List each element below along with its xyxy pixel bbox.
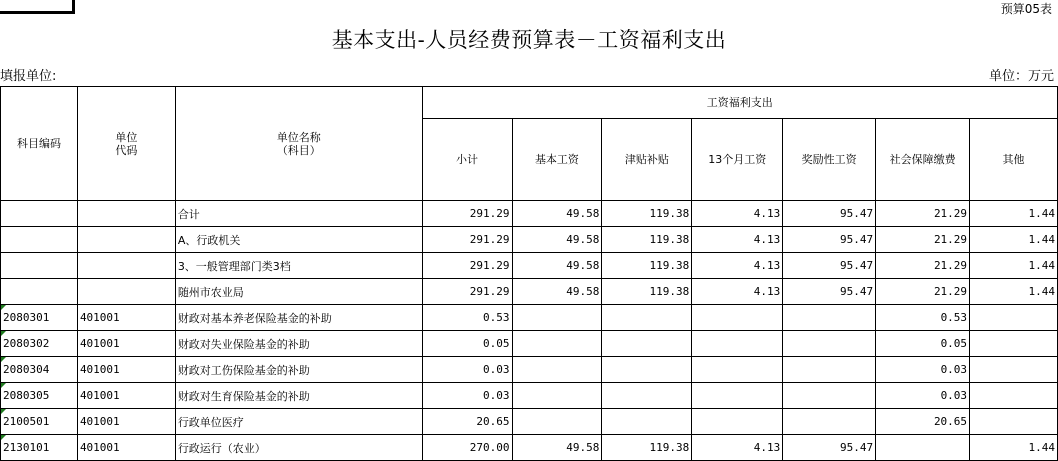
- header-social-security: 社会保障缴费: [876, 119, 970, 201]
- value-cell: [970, 383, 1058, 409]
- value-cell: 119.38: [602, 279, 692, 305]
- value-cell: [692, 331, 783, 357]
- value-cell: 20.65: [876, 409, 970, 435]
- reporting-unit-label: 填报单位:: [0, 69, 57, 84]
- value-cell: 95.47: [783, 435, 876, 461]
- value-cell: [602, 305, 692, 331]
- table-row: [1, 201, 1058, 227]
- value-cell: 49.58: [512, 253, 602, 279]
- budget-table: [0, 86, 1058, 461]
- header-subject-code: 科目编码: [1, 87, 78, 201]
- value-cell: 119.38: [602, 435, 692, 461]
- header-other: 其他: [970, 119, 1058, 201]
- value-cell: [783, 383, 876, 409]
- value-cell: [602, 409, 692, 435]
- unit-name-cell: 财政对工伤保险基金的补助: [175, 357, 422, 383]
- value-cell: [602, 383, 692, 409]
- value-cell: [692, 305, 783, 331]
- unit-label: 单位：万元: [988, 69, 1054, 84]
- table-row: [1, 331, 1058, 357]
- value-cell: [970, 409, 1058, 435]
- value-cell: 1.44: [970, 435, 1058, 461]
- value-cell: [602, 357, 692, 383]
- value-cell: 21.29: [876, 253, 970, 279]
- table-row: [1, 357, 1058, 383]
- value-cell: [692, 357, 783, 383]
- value-cell: [970, 331, 1058, 357]
- value-cell: 95.47: [783, 279, 876, 305]
- value-cell: [970, 357, 1058, 383]
- unit-code-cell: [77, 201, 175, 227]
- form-code: 预算05表: [1000, 2, 1052, 16]
- unit-name-cell: 合计: [175, 201, 422, 227]
- value-cell: 4.13: [692, 435, 783, 461]
- value-cell: 21.29: [876, 201, 970, 227]
- subject-code-cell: 2080304: [1, 357, 78, 383]
- value-cell: 1.44: [970, 227, 1058, 253]
- value-cell: 21.29: [876, 227, 970, 253]
- value-cell: 4.13: [692, 201, 783, 227]
- unit-code-cell: [77, 227, 175, 253]
- subject-code-cell: 2080305: [1, 383, 78, 409]
- value-cell: 49.58: [512, 279, 602, 305]
- value-cell: [692, 409, 783, 435]
- value-cell: 4.13: [692, 253, 783, 279]
- header-13th-month-salary: 13个月工资: [692, 119, 783, 201]
- value-cell: [783, 331, 876, 357]
- value-cell: 4.13: [692, 227, 783, 253]
- subject-code-cell: 2130101: [1, 435, 78, 461]
- page-title: 基本支出-人员经费预算表－工资福利支出: [331, 28, 727, 52]
- value-cell: 0.03: [876, 383, 970, 409]
- value-cell: 20.65: [422, 409, 512, 435]
- header-allowance: 津贴补贴: [602, 119, 692, 201]
- value-cell: 49.58: [512, 201, 602, 227]
- unit-code-cell: 401001: [77, 435, 175, 461]
- unit-name-cell: 行政单位医疗: [175, 409, 422, 435]
- value-cell: [602, 331, 692, 357]
- value-cell: 0.05: [876, 331, 970, 357]
- value-cell: 0.53: [422, 305, 512, 331]
- value-cell: [876, 435, 970, 461]
- value-cell: [692, 383, 783, 409]
- subject-code-cell: [1, 253, 78, 279]
- cell-selection-marker: [0, 0, 75, 14]
- value-cell: 1.44: [970, 201, 1058, 227]
- subject-code-cell: 2080301: [1, 305, 78, 331]
- value-cell: [512, 409, 602, 435]
- value-cell: [512, 357, 602, 383]
- subject-code-cell: [1, 279, 78, 305]
- value-cell: [783, 305, 876, 331]
- value-cell: 291.29: [422, 279, 512, 305]
- value-cell: 0.53: [876, 305, 970, 331]
- table-row: [1, 279, 1058, 305]
- table-row: [1, 227, 1058, 253]
- unit-code-cell: 401001: [77, 383, 175, 409]
- table-row: [1, 253, 1058, 279]
- value-cell: 95.47: [783, 201, 876, 227]
- value-cell: 0.03: [422, 357, 512, 383]
- unit-name-cell: 财政对生育保险基金的补助: [175, 383, 422, 409]
- unit-code-cell: 401001: [77, 409, 175, 435]
- unit-name-cell: 随州市农业局: [175, 279, 422, 305]
- unit-name-cell: 财政对失业保险基金的补助: [175, 331, 422, 357]
- value-cell: 1.44: [970, 253, 1058, 279]
- unit-code-cell: 401001: [77, 305, 175, 331]
- header-unit-code: [77, 87, 175, 201]
- table-row: [1, 305, 1058, 331]
- value-cell: 49.58: [512, 227, 602, 253]
- value-cell: 0.03: [876, 357, 970, 383]
- value-cell: 4.13: [692, 279, 783, 305]
- unit-name-cell: 行政运行（农业）: [175, 435, 422, 461]
- value-cell: 119.38: [602, 253, 692, 279]
- table-row: [1, 409, 1058, 435]
- table-body: [1, 201, 1058, 461]
- value-cell: 95.47: [783, 253, 876, 279]
- unit-name-cell: 3、一般管理部门类3档: [175, 253, 422, 279]
- value-cell: [783, 409, 876, 435]
- table-row: [1, 435, 1058, 461]
- value-cell: 291.29: [422, 227, 512, 253]
- value-cell: [512, 331, 602, 357]
- header-unit-code-text: 单位 代码: [115, 130, 138, 157]
- value-cell: [512, 383, 602, 409]
- unit-code-cell: 401001: [77, 331, 175, 357]
- subject-code-cell: 2080302: [1, 331, 78, 357]
- value-cell: 119.38: [602, 201, 692, 227]
- header-basic-salary: 基本工资: [512, 119, 602, 201]
- value-cell: 0.05: [422, 331, 512, 357]
- unit-name-cell: A、行政机关: [175, 227, 422, 253]
- value-cell: 49.58: [512, 435, 602, 461]
- value-cell: [970, 305, 1058, 331]
- unit-code-cell: [77, 279, 175, 305]
- value-cell: 119.38: [602, 227, 692, 253]
- value-cell: 21.29: [876, 279, 970, 305]
- header-subtotal: 小计: [422, 119, 512, 201]
- value-cell: 1.44: [970, 279, 1058, 305]
- header-group-salary-welfare: 工资福利支出: [422, 87, 1057, 119]
- value-cell: [783, 357, 876, 383]
- value-cell: 291.29: [422, 253, 512, 279]
- subject-code-cell: 2100501: [1, 409, 78, 435]
- value-cell: 291.29: [422, 201, 512, 227]
- header-unit-name: [175, 87, 422, 201]
- header-unit-name-text: 单位名称 （科目）: [276, 130, 321, 157]
- value-cell: 0.03: [422, 383, 512, 409]
- subject-code-cell: [1, 227, 78, 253]
- value-cell: [512, 305, 602, 331]
- unit-code-cell: [77, 253, 175, 279]
- value-cell: 270.00: [422, 435, 512, 461]
- subject-code-cell: [1, 201, 78, 227]
- unit-name-cell: 财政对基本养老保险基金的补助: [175, 305, 422, 331]
- value-cell: 95.47: [783, 227, 876, 253]
- unit-code-cell: 401001: [77, 357, 175, 383]
- header-incentive-salary: 奖励性工资: [783, 119, 876, 201]
- table-row: [1, 383, 1058, 409]
